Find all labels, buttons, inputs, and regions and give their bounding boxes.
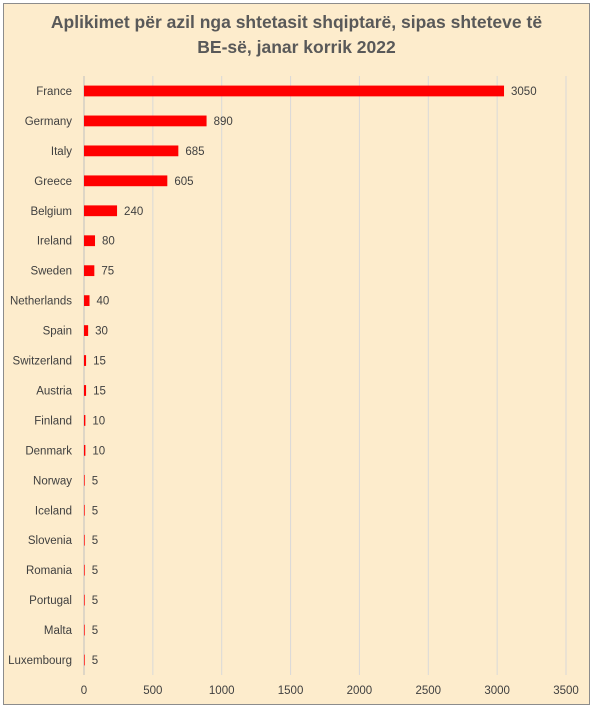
data-label: 5 (91, 655, 99, 668)
data-label: 30 (95, 325, 108, 338)
data-label: 5 (91, 595, 99, 608)
x-tick-label: 1000 (208, 685, 235, 697)
bar (84, 445, 85, 456)
x-tick-label: 3000 (484, 685, 510, 697)
x-tick-label: 500 (143, 685, 163, 697)
chart-title-line-1: Aplikimet për azil nga shtetasit shqiptarë, sipas shteteve të (50, 12, 543, 32)
category-label: Ireland (36, 235, 72, 248)
bar (84, 535, 85, 546)
bar (84, 295, 90, 306)
category-label: Finland (34, 415, 72, 428)
bar (84, 235, 95, 246)
category-label: Denmark (25, 445, 72, 458)
chart-title-line-2: BE-së, janar korrik 2022 (197, 37, 396, 57)
x-tick-labels (81, 685, 579, 697)
x-tick-label: 1500 (277, 685, 304, 697)
data-label: 5 (91, 565, 99, 578)
category-label: Belgium (30, 205, 72, 218)
bar (84, 145, 178, 156)
bar (84, 205, 117, 216)
bar (84, 355, 86, 366)
data-label: 240 (124, 205, 144, 218)
data-label: 40 (96, 295, 110, 308)
x-tick-label: 0 (80, 685, 88, 697)
category-label: Portugal (29, 595, 72, 608)
data-label: 5 (91, 535, 99, 548)
category-label: Italy (50, 145, 72, 158)
data-labels (92, 86, 537, 667)
x-tick-label: 2000 (346, 685, 373, 697)
data-label: 3050 (511, 85, 537, 98)
bar (84, 475, 85, 486)
category-label: Norway (33, 475, 72, 488)
data-label: 5 (91, 475, 99, 488)
category-label: France (36, 85, 72, 98)
bar (84, 415, 85, 426)
x-tick-label: 3500 (553, 685, 579, 697)
gridlines (84, 76, 566, 675)
x-tick-label: 2500 (415, 685, 442, 697)
data-label: 80 (102, 235, 115, 248)
bar (84, 505, 85, 516)
data-label: 10 (92, 415, 106, 428)
data-label: 75 (101, 265, 115, 278)
category-label: Sweden (30, 265, 72, 278)
bar (84, 625, 85, 636)
data-label: 15 (93, 385, 106, 398)
data-label: 685 (185, 145, 205, 158)
category-label: Germany (24, 115, 72, 128)
data-label: 15 (93, 355, 106, 368)
category-label: Luxembourg (8, 655, 72, 668)
category-label: Malta (43, 625, 72, 638)
bar (84, 385, 86, 396)
data-label: 5 (91, 505, 99, 518)
category-label: Slovenia (27, 535, 72, 548)
category-label: Greece (34, 175, 72, 188)
bar (84, 175, 167, 186)
bars (84, 86, 504, 666)
category-label: Iceland (34, 505, 72, 518)
data-label: 10 (92, 445, 106, 458)
category-labels (8, 86, 73, 667)
data-label: 605 (174, 175, 194, 188)
bar (84, 265, 94, 276)
bar (84, 655, 85, 666)
bar (84, 325, 88, 336)
bar (84, 565, 85, 576)
data-label: 5 (91, 625, 99, 638)
category-label: Romania (25, 565, 72, 578)
category-label: Austria (36, 385, 72, 398)
category-label: Netherlands (9, 295, 72, 308)
bar (84, 116, 207, 127)
bar (84, 86, 504, 97)
category-label: Switzerland (12, 355, 72, 368)
bar (84, 595, 85, 606)
category-label: Spain (42, 325, 72, 338)
data-label: 890 (213, 115, 233, 128)
